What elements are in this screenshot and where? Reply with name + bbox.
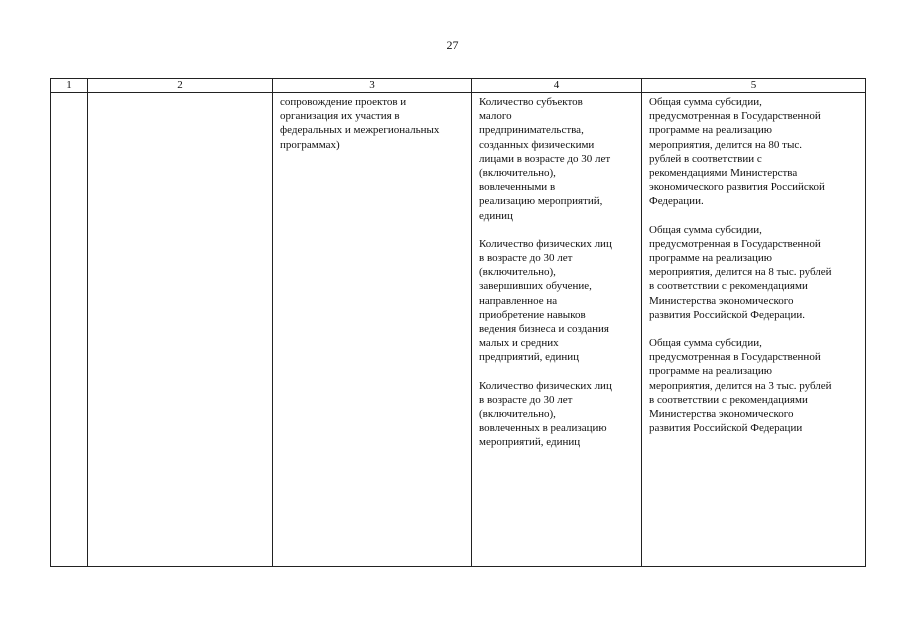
- column-header-5: 5: [642, 79, 866, 93]
- indicator-2: Количество физических лиц в возрасте до 30 лет (включительно), завершивших обучение, направленное на приобретение навыков ведения бизнеса и создания малых и средних предприятий, единиц: [479, 237, 612, 364]
- column-header-3: 3: [273, 79, 472, 93]
- calculation-method-2: Общая сумма субсидии, предусмотренная в Государственной программе на реализацию мероприятия, делится на 8 тыс. рублей в соответствии с рекомендациями Министерства экономического развития Российской Федерации.: [649, 223, 832, 321]
- cell-col-2: [88, 93, 273, 567]
- indicator-1: Количество субъектов малого предпринимательства, созданных физическими лицами в возрасте до 30 лет (включительно), вовлеченными в реализацию мероприятий, единиц: [479, 96, 611, 222]
- column-header-2: 2: [88, 79, 273, 93]
- cell-col-3: [273, 93, 472, 567]
- cell-col-5: [642, 93, 866, 567]
- cell-col-1: [51, 93, 88, 567]
- table-row: [51, 93, 866, 567]
- activity-description: сопровождение проектов и организация их участия в федеральных и межрегиональных программах): [280, 96, 440, 151]
- page-number: 27: [446, 38, 459, 52]
- document-table: [50, 78, 866, 567]
- cell-col-4: [472, 93, 642, 567]
- column-header-4: 4: [472, 79, 642, 93]
- indicator-3: Количество физических лиц в возрасте до 30 лет (включительно), вовлеченных в реализацию мероприятий, единиц: [479, 379, 612, 449]
- column-header-1: 1: [51, 79, 88, 93]
- table-header-row: [51, 79, 866, 93]
- calculation-method-3: Общая сумма субсидии, предусмотренная в Государственной программе на реализацию мероприятия, делится на 3 тыс. рублей в соответствии с рекомендациями Министерства экономического развития Российской Федерации: [649, 337, 832, 435]
- calculation-method-1: Общая сумма субсидии, предусмотренная в Государственной программе на реализацию мероприятия, делится на 80 тыс. рублей в соответствии с рекомендациями Министерства экономического развития Российской Федерации.: [649, 96, 825, 208]
